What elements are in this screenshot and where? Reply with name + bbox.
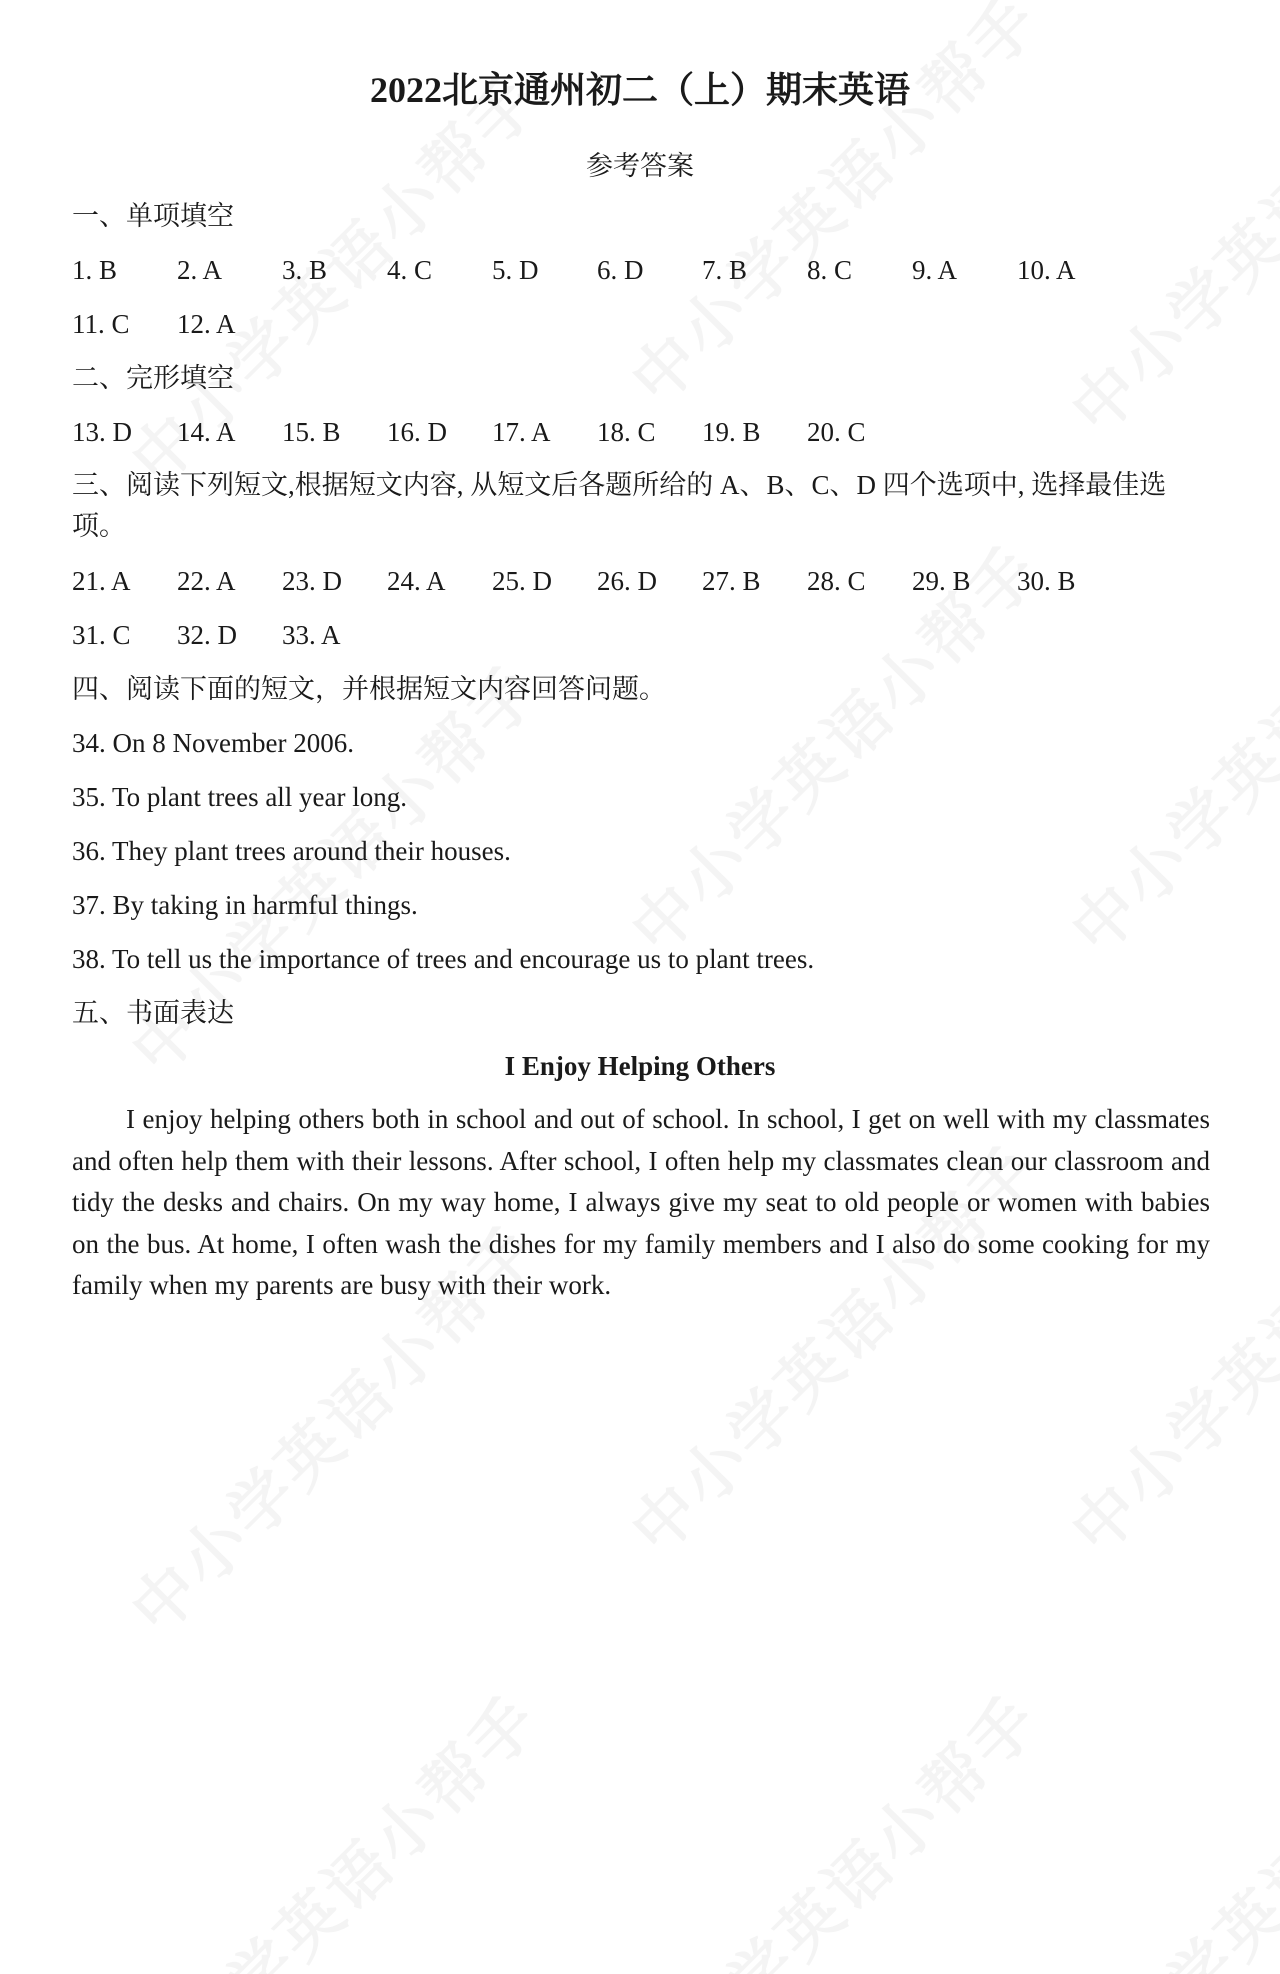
answer-item: 10. A [1017,255,1076,285]
answer-item: 17. A [492,417,551,447]
answer-line: 36. They plant trees around their houses. [72,836,511,866]
answer-item: 31. C [72,620,131,650]
answer-item: 12. A [177,309,236,339]
answer-item: 1. B [72,255,118,285]
answer-item: 19. B [702,417,761,447]
section-1-answers-row-2 [72,304,1212,344]
answer-item: 15. B [282,417,341,447]
answer-item: 6. D [597,255,644,285]
answer-line: 34. On 8 November 2006. [72,728,354,758]
answer-item: 20. C [807,417,866,447]
answer-item: 33. A [282,620,341,650]
answer-item: 11. C [72,309,130,339]
section-3-answers-row-1 [72,561,1212,601]
answer-item: 18. C [597,417,656,447]
answer-item: 2. A [177,255,223,285]
answer-item: 24. A [387,566,446,596]
section-1-heading: 一、单项填空 [72,201,234,231]
answer-item: 7. B [702,255,748,285]
page-subtitle: 参考答案 [586,151,694,181]
answer-item: 27. B [702,566,761,596]
answer-item: 16. D [387,417,447,447]
answer-item: 30. B [1017,566,1076,596]
answer-item: 3. B [282,255,328,285]
answer-line: 37. By taking in harmful things. [72,890,418,920]
essay-body: I enjoy helping others both in school and out of school. In school, I get on well with my classmates and often help them with their lessons. After school, I often help my classmates clean our classroom and tidy the desks and chairs. On my way home, I always give my seat to old people or women with babies on the bus. At home, I often wash the dishes for my family members and I also do some cooking for my family when my parents are busy with their work. [72,1104,1210,1300]
section-3-answers-row-2 [72,615,1212,655]
answer-line: 38. To tell us the importance of trees and encourage us to plant trees. [72,944,815,974]
answer-item: 28. C [807,566,866,596]
section-4-heading: 四、阅读下面的短文，并根据短文内容回答问题。 [72,674,666,704]
answer-item: 25. D [492,566,552,596]
section-5-heading: 五、书面表达 [72,998,234,1028]
answer-item: 5. D [492,255,539,285]
section-1-answers-row-1 [72,250,1212,290]
answer-item: 4. C [387,255,433,285]
answer-item: 26. D [597,566,657,596]
answer-item: 13. D [72,417,132,447]
answer-item: 14. A [177,417,236,447]
section-2-heading: 二、完形填空 [72,363,234,393]
answer-item: 22. A [177,566,236,596]
answer-item: 29. B [912,566,971,596]
answer-item: 21. A [72,566,131,596]
answer-item: 9. A [912,255,958,285]
answer-item: 8. C [807,255,853,285]
section-2-answers-row-1 [72,412,1212,452]
answer-item: 32. D [177,620,237,650]
answer-line: 35. To plant trees all year long. [72,782,408,812]
section-3-heading: 三、阅读下列短文,根据短文内容, 从短文后各题所给的 A、B、C、D 四个选项中, 选择最佳选项。 [72,470,1167,541]
answer-item: 23. D [282,566,342,596]
essay-title: I Enjoy Helping Others [504,1051,776,1081]
page-title: 2022北京通州初二（上）期末英语 [369,70,910,110]
